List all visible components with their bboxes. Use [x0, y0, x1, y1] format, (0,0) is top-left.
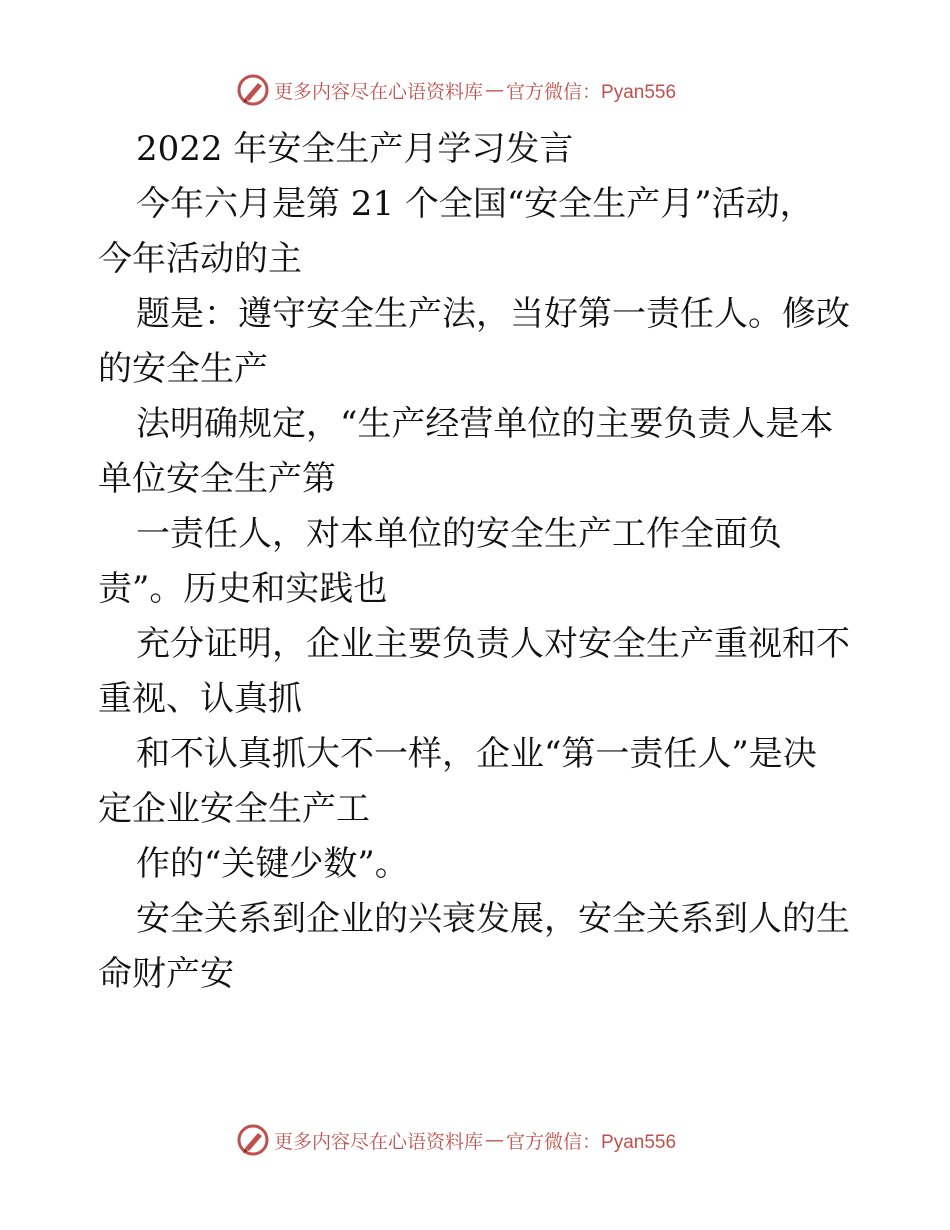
watermark-contact: 官方微信：Pyan556 — [506, 1131, 677, 1153]
paragraph-line: 和不认真抓大不一样，企业“第一责任人”是决 — [136, 734, 817, 774]
paragraph-line: 责”。历史和实践也 — [98, 569, 388, 609]
paragraph-line: 重视、认真抓 — [98, 679, 302, 719]
paragraph-line: 命财产安 — [98, 954, 234, 994]
watermark-separator: — — [485, 1129, 505, 1151]
paragraph-line: 单位安全生产第 — [98, 459, 336, 499]
paragraph-line: 作的“关键少数”。 — [136, 844, 409, 884]
paragraph-line: 定企业安全生产工 — [98, 789, 370, 829]
paragraph-line: 题是：遵守安全生产法，当好第一责任人。修改 — [136, 294, 850, 334]
header-watermark — [236, 72, 756, 108]
watermark-text: 更多内容尽在心语资料库 — [274, 80, 484, 103]
paragraph-line: 安全关系到企业的兴衰发展，安全关系到人的生 — [136, 899, 850, 939]
paragraph-line: 今年活动的主 — [98, 239, 302, 279]
document-body — [98, 122, 858, 1002]
paragraph-line: 充分证明，企业主要负责人对安全生产重视和不 — [136, 624, 850, 664]
watermark-contact: 官方微信：Pyan556 — [506, 81, 677, 103]
watermark-separator: — — [485, 79, 505, 101]
paragraph-line: 一责任人，对本单位的安全生产工作全面负 — [136, 514, 782, 554]
paragraph-line: 的安全生产 — [98, 349, 268, 389]
pen-logo-icon — [236, 1123, 270, 1157]
footer-watermark — [236, 1122, 756, 1158]
paragraph-line: 法明确规定，“生产经营单位的主要负责人是本 — [136, 404, 834, 444]
document-title: 2022 年安全生产月学习发言 — [136, 129, 574, 169]
watermark-text: 更多内容尽在心语资料库 — [274, 1130, 484, 1153]
pen-logo-icon — [236, 73, 270, 107]
paragraph-line: 今年六月是第 21 个全国“安全生产月”活动， — [136, 184, 814, 224]
